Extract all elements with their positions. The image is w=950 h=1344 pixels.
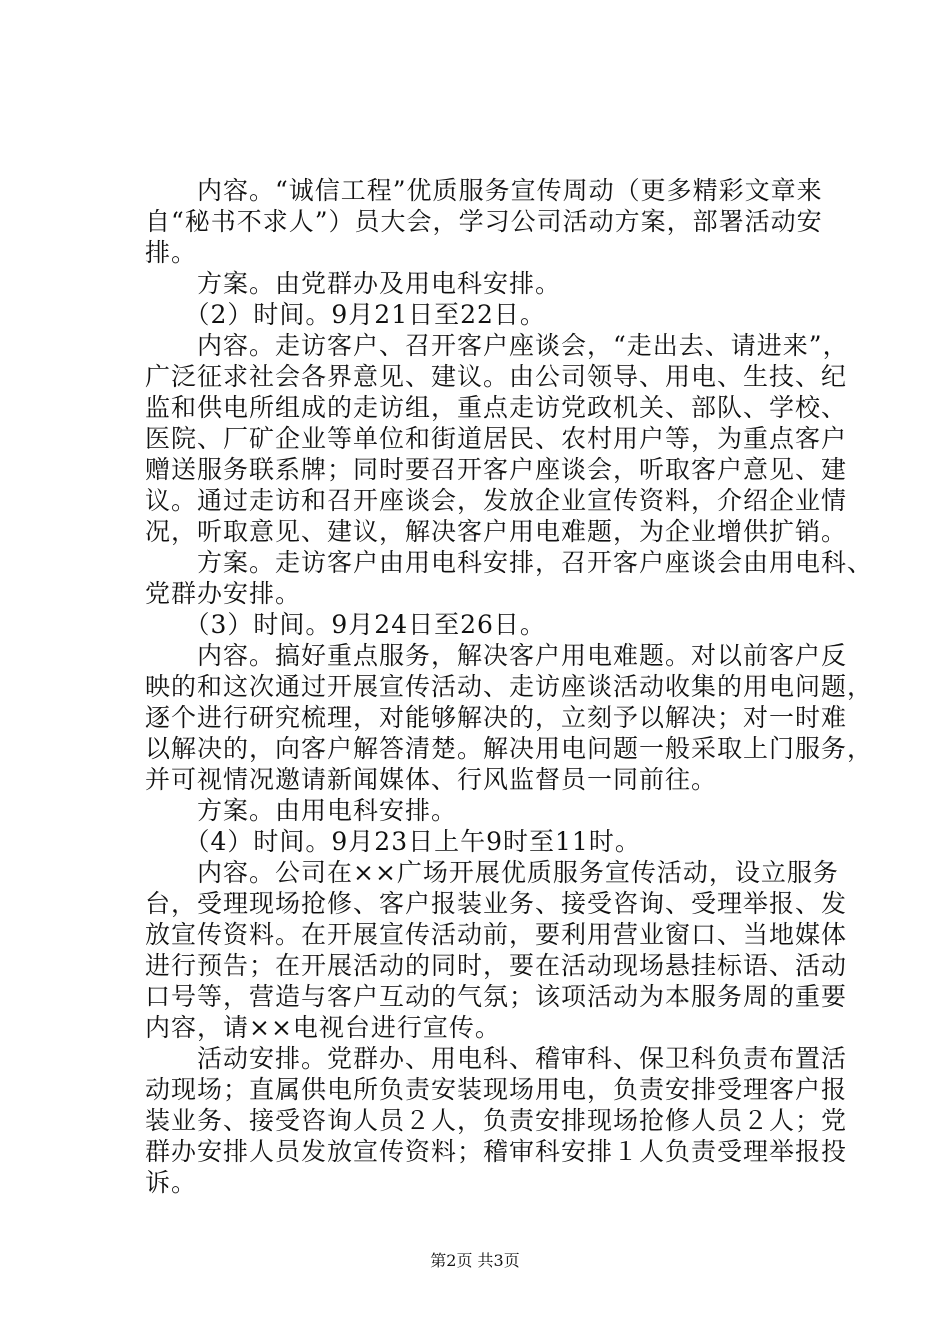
- text-line: （2）时间。9月21日至22日。: [145, 300, 546, 329]
- text-line: 诉。: [145, 1168, 198, 1197]
- text-line: 监和供电所组成的走访组，重点走访党政机关、部队、学校、: [145, 393, 848, 422]
- text-line: 党群办安排。: [145, 579, 302, 608]
- text-line: 排。: [145, 238, 198, 267]
- text-line: 装业务、接受咨询人员２人，负责安排现场抢修人员２人；党: [145, 1106, 848, 1135]
- text-line: 进行预告；在开展活动的同时，要在活动现场悬挂标语、活动: [145, 951, 848, 980]
- text-line: 医院、厂矿企业等单位和街道居民、农村用户等，为重点客户: [145, 424, 848, 453]
- page-number-footer: 第2页 共3页: [430, 1251, 520, 1270]
- text-line: 自“秘书不求人”）员大会，学习公司活动方案，部署活动安: [145, 207, 823, 236]
- text-line: 内容。走访客户、召开客户座谈会，“走出去、请进来”，: [145, 331, 849, 360]
- text-line: 内容。公司在××广场开展优质服务宣传活动，设立服务: [145, 858, 839, 887]
- text-line: 台，受理现场抢修、客户报装业务、接受咨询、受理举报、发: [145, 889, 848, 918]
- text-line: 并可视情况邀请新闻媒体、行风监督员一同前往。: [145, 765, 718, 794]
- text-line: 逐个进行研究梳理，对能够解决的，立刻予以解决；对一时难: [145, 703, 848, 732]
- text-line: 群办安排人员发放宣传资料；稽审科安排１人负责受理举报投: [145, 1137, 848, 1166]
- text-line: 内容。搞好重点服务，解决客户用电难题。对以前客户反: [145, 641, 848, 670]
- text-line: 广泛征求社会各界意见、建议。由公司领导、用电、生技、纪: [145, 362, 848, 391]
- text-line: 赠送服务联系牌；同时要召开客户座谈会，听取客户意见、建: [145, 455, 848, 484]
- text-line: 放宣传资料。在开展宣传活动前，要利用营业窗口、当地媒体: [145, 920, 848, 949]
- text-line: 映的和这次通过开展宣传活动、走访座谈活动收集的用电问题，: [145, 672, 874, 701]
- text-line: 内容，请××电视台进行宣传。: [145, 1013, 501, 1042]
- text-line: （3）时间。9月24日至26日。: [145, 610, 546, 639]
- text-line: 以解决的，向客户解答清楚。解决用电问题一般采取上门服务，: [145, 734, 874, 763]
- text-line: 况，听取意见、建议，解决客户用电难题，为企业增供扩销。: [145, 517, 848, 546]
- text-line: 动现场；直属供电所负责安装现场用电，负责安排受理客户报: [145, 1075, 848, 1104]
- text-line: 方案。由用电科安排。: [145, 796, 458, 825]
- text-line: 内容。“诚信工程”优质服务宣传周动（更多精彩文章来: [145, 176, 823, 205]
- text-line: （4）时间。9月23日上午9时至11时。: [145, 827, 641, 856]
- text-line: 活动安排。党群办、用电科、稽审科、保卫科负责布置活: [145, 1044, 848, 1073]
- text-line: 方案。由党群办及用电科安排。: [145, 269, 562, 298]
- text-line: 方案。走访客户由用电科安排，召开客户座谈会由用电科、: [145, 548, 874, 577]
- text-line: 议。通过走访和召开座谈会，发放企业宣传资料，介绍企业情: [145, 486, 848, 515]
- text-line: 口号等，营造与客户互动的气氛；该项活动为本服务周的重要: [145, 982, 848, 1011]
